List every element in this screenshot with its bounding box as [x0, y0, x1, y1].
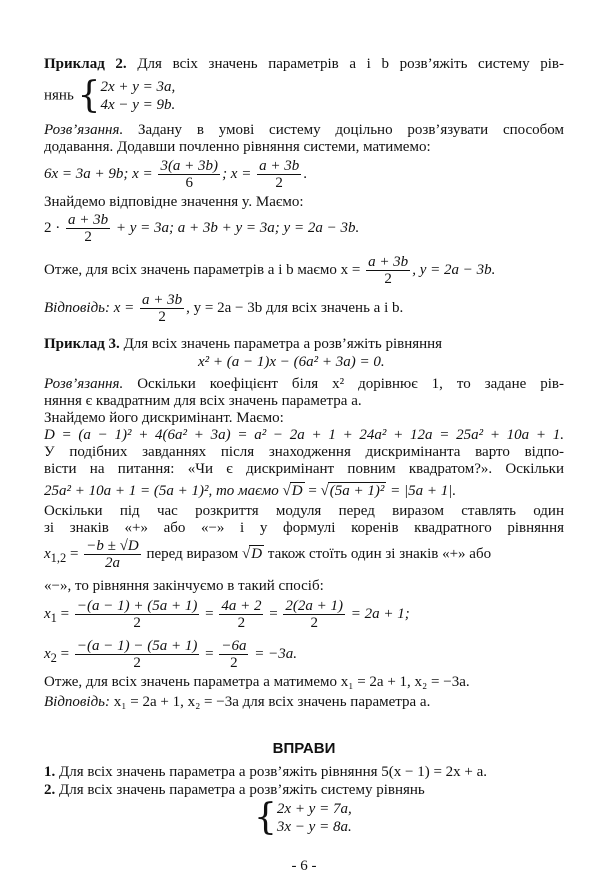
fraction-num: a + 3b [68, 212, 109, 228]
sqrt-d: D [251, 545, 263, 562]
exercise-2-system [254, 797, 352, 838]
fraction [219, 638, 248, 671]
fraction-den: 2 [84, 229, 92, 245]
answer-b: , y = 2a − 3b для всіх значень a і b. [186, 299, 404, 316]
fraction [84, 538, 140, 571]
sqrt-line-c: = |5a + 1|. [386, 483, 457, 499]
fraction-den: 2 [310, 615, 318, 631]
example2-system [44, 75, 176, 116]
fraction-num: −(a − 1) + (5a + 1) [76, 598, 198, 614]
fraction-num: a + 3b [368, 254, 409, 270]
system-brace: { 2x + y = 7a, 3x − y = 8a. [254, 797, 352, 838]
eq2-part-b: + y = 3a; a + 3b + y = 3a; y = 2a − 3b. [115, 219, 360, 236]
fraction-num: −6a [221, 638, 247, 654]
fraction-num: a + 3b [142, 292, 183, 308]
example2-text2: нянь [44, 87, 74, 104]
system-eq1: 2x + y = 3a, [100, 79, 176, 95]
fraction-den: 2 [384, 271, 392, 287]
fraction [158, 158, 220, 191]
solution-label: Розв’язання. [44, 376, 124, 392]
fraction [66, 212, 110, 245]
answer-a: x = [113, 299, 135, 316]
fraction-den: 2a [104, 555, 120, 571]
solution-text: У подібних завданнях після знаходження дискримінанта варто відпо- [44, 444, 564, 460]
x2-equation: $x_2$ = $\frac{-(a - 1) - (5a + 1)}{2}$ = $\frac{-6a}{2}$ = −3a. [44, 638, 297, 671]
exercise-number: 2. [44, 782, 56, 798]
solution-text: «−», то рівняння закінчуємо в такий спосіб: [44, 578, 324, 594]
solution-text: няння є квадратним для всіх значень параметра a. [44, 393, 362, 409]
fraction-den: 2 [158, 309, 166, 325]
solution-label: Розв’язання. [44, 122, 124, 138]
equation-x [44, 158, 307, 191]
exercise-2 [44, 782, 425, 799]
fraction [140, 292, 184, 325]
fraction-den: 2 [275, 175, 283, 191]
exercises-heading: ВПРАВИ [272, 740, 336, 757]
example3-title: Приклад 3. [44, 336, 120, 352]
sqrt-d: D [291, 483, 303, 499]
fraction [257, 158, 301, 191]
discriminant-equation: D = (a − 1)² + 4(6a² + 3a) = a² − 2a + 1 + 24a² + 12a = 25a² + 10a + 1. [44, 427, 564, 443]
fraction-den: 2 [230, 655, 238, 671]
conclusion-a: Отже, для всіх значень параметрів a і b маємо x = [44, 261, 361, 278]
fraction-num: 4a + 2 [221, 598, 262, 614]
exercise-1 [44, 764, 487, 781]
eq1-part-a: 6x = 3a + 9b; x = [44, 165, 153, 182]
example3-equation: x² + (a − 1)x − (6a² + 3a) = 0. [198, 354, 385, 370]
sqrt-square: (5a + 1)² [329, 483, 385, 499]
x-subscript: 1 [50, 610, 57, 625]
x-subscript: 1,2 [50, 550, 67, 565]
page-number: - 6 - [291, 858, 317, 874]
eq1-part-b: ; x = [222, 165, 252, 182]
fraction [75, 598, 199, 631]
system-eq2: 3x − y = 8a. [276, 819, 352, 835]
fraction [75, 638, 199, 671]
roots-text-c: також стоїть один зі знаків «+» або [264, 545, 492, 562]
sqrt-line-b: = √ [304, 483, 329, 499]
fraction-num: 2(2a + 1) [285, 598, 344, 614]
solution-text: Оскільки під час розкриття модуля перед виразом ставлять один [44, 503, 564, 519]
example3-sol-line1 [44, 376, 564, 393]
fraction [219, 598, 263, 631]
eq2-part-a: 2 · [44, 219, 61, 236]
system-eq1: 2x + y = 7a, [276, 801, 352, 817]
eq1-part-c: . [303, 165, 307, 182]
conclusion-b: , y = 2a − 3b. [412, 261, 496, 278]
equals: = [66, 545, 79, 562]
exercise-text: Для всіх значень параметра a розв’яжіть систему рівнянь [59, 782, 425, 798]
solution-text: Знайдемо його дискримінант. Маємо: [44, 410, 284, 426]
system-eq2: 4x − y = 9b. [100, 97, 176, 113]
example3-text: Для всіх значень параметра a розв’яжіть рівняння [123, 336, 443, 352]
fraction-num: 3(a + 3b) [160, 158, 219, 174]
x2-result: = −3a. [254, 645, 297, 662]
example2-text: Для всіх значень параметрів a і b розв’яжіть систему рів- [137, 56, 564, 72]
roots-formula-line [44, 538, 491, 571]
find-y-text: Знайдемо відповідне значення y. Маємо: [44, 194, 304, 210]
answer-label: Відповідь: [44, 299, 111, 316]
exercise-number: 1. [44, 764, 56, 780]
x-symbol: x [44, 545, 51, 562]
roots-text-b: перед виразом √ [146, 545, 251, 562]
solution-text: Оскільки коефіцієнт біля x² дорівнює 1, то задане рів- [137, 376, 565, 392]
fraction [366, 254, 410, 287]
fraction-den: 2 [133, 655, 141, 671]
solution-text1: Задану в умові систему доцільно розв’язувати способом [138, 122, 565, 138]
fraction-num: −(a − 1) − (5a + 1) [76, 638, 198, 654]
fraction-den: 2 [133, 615, 141, 631]
solution-text: вісти на питання: «Чи є дискримінант повним квадратом?». Оскільки [44, 461, 564, 477]
example2-title: Приклад 2. [44, 56, 127, 72]
answer-label: Відповідь: [44, 694, 111, 710]
fraction-den: 6 [185, 175, 193, 191]
sqrt-discriminant-line [44, 482, 456, 500]
example2-line1 [44, 56, 564, 73]
example2-conclusion [44, 254, 495, 287]
example2-solution-line1 [44, 122, 564, 139]
fraction [283, 598, 345, 631]
example3-line1 [44, 336, 442, 353]
example3-conclusion: Отже, для всіх значень параметра a матимемо x₁ = 2a + 1, x₂ = −3a. [44, 674, 470, 690]
x1-equation: $x_1$ = $\frac{-(a - 1) + (5a + 1)}{2}$ = $\frac{4a + 2}{2}$ = $\frac{2(2a + 1)}{2}$ = 2a + 1; [44, 598, 410, 631]
answer-text: x₁ = 2a + 1, x₂ = −3a для всіх значень параметра a. [113, 694, 431, 710]
solution-text2: додавання. Додавши почленно рівняння системи, матимемо: [44, 139, 431, 155]
x-subscript: 2 [50, 650, 57, 665]
system-brace: { 2x + y = 3a, 4x − y = 9b. [77, 75, 176, 116]
x1-result: = 2a + 1; [350, 605, 410, 622]
solution-text: зі знаків «+» або «−» і у формулі коренів квадратного рівняння [44, 520, 564, 536]
sqrt-line-a: 25a² + 10a + 1 = (5a + 1)², то маємо √ [44, 483, 291, 499]
example2-answer [44, 292, 403, 325]
fraction-num: −b ± √D [86, 538, 139, 554]
exercise-text: Для всіх значень параметра a розв’яжіть рівняння 5(x − 1) = 2x + a. [59, 764, 488, 780]
example3-answer [44, 694, 430, 711]
x-symbol: x [44, 605, 51, 622]
equation-y [44, 212, 359, 245]
x-symbol: x [44, 645, 51, 662]
fraction-num: a + 3b [259, 158, 300, 174]
fraction-den: 2 [237, 615, 246, 631]
